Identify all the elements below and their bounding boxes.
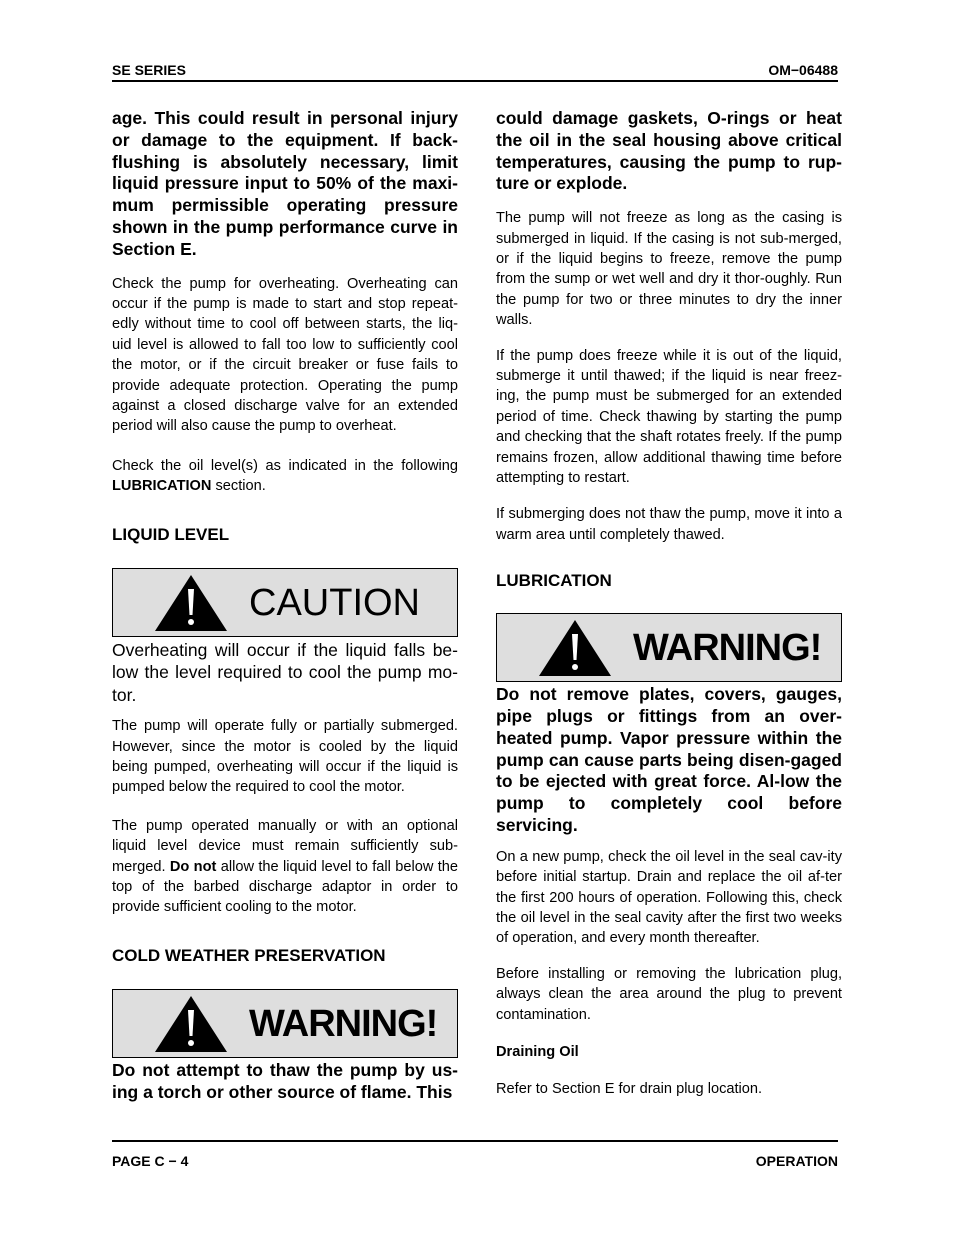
left-column (112, 108, 458, 1103)
right-column (496, 108, 842, 1100)
page-number: PAGE C − 4 (112, 1153, 189, 1169)
oil-level-paragraph: Check the oil level(s) as indicated in the following LUBRICATION section. (112, 457, 458, 495)
page-footer (112, 1140, 838, 1169)
caution-word: CAUTION (249, 581, 420, 624)
manual-operation-paragraph: The pump operated manually or with an optional liquid level device must remain sufficiently sub-merged. Do not allow the liquid level to fall below the top of the barbed discharge adaptor in order to provide sufficient cooling to the motor. (112, 817, 459, 916)
page-header (112, 62, 838, 82)
freeze-warning-continuation: could damage gaskets, O-rings or heat the oil in the seal housing above critical temperatures, causing the pump to rup-ture or explode. (496, 108, 842, 194)
warning-box-left (112, 989, 458, 1058)
section-name: OPERATION (755, 1153, 838, 1169)
submerged-paragraph: The pump will operate fully or partially submerged. However, since the motor is cooled by the liquid being pumped, overheating will occur if the liquid is pumped below the required to cool the motor. (112, 718, 458, 796)
warning-box-right (496, 613, 842, 682)
warning-continuation: age. This could result in personal injury or damage to the equipment. If back-flushing is absolutely necessary, limit liquid pressure input to 50% of the maxi-mum permissible operating pressure shown in the pump performance curve in Section E. (112, 108, 458, 259)
warning-triangle-icon (537, 618, 613, 678)
caution-triangle-icon (153, 573, 229, 633)
cold-weather-heading: COLD WEATHER PRESERVATION (112, 945, 386, 965)
freeze-paragraph: The pump will not freeze as long as the casing is submerged in liquid. If the casing is not sub-merged, or if the liquid begins to freeze, remove the pump from the sump or wet well and dry it thor-oughly. Run the pump for two or three minutes to dry the inner walls. (496, 210, 842, 329)
warm-area-paragraph: If submerging does not thaw the pump, move it into a warm area until completely thawed. (496, 506, 842, 543)
thaw-warning-text: Do not attempt to thaw the pump by us-ing a torch or other source of flame. This (112, 1059, 458, 1102)
lubrication-heading: LUBRICATION (496, 571, 612, 591)
overheated-pump-warning-text: Do not remove plates, covers, gauges, pipe plugs or fittings from an over-heated pump. Vapor pressure within the pump can cause parts being disen-gaged to be ejected with great force. Al-low the pump to completely cool before servicing. (496, 684, 842, 836)
draining-oil-heading: Draining Oil (496, 1044, 579, 1061)
new-pump-oil-paragraph: On a new pump, check the oil level in the seal cav-ity before initial startup. Drain and replace the oil af-ter the first 200 hours of operation. Following this, check the oil level in the seal cavity after the first two weeks of operation, and every month thereafter. (496, 848, 842, 947)
warning-triangle-icon (153, 994, 229, 1054)
lubrication-ref: LUBRICATION (112, 478, 212, 495)
header-doc-number: OM−06488 (768, 62, 838, 78)
warning-word: WARNING! (633, 627, 822, 670)
drain-plug-paragraph: Refer to Section E for drain plug location. (496, 1081, 763, 1098)
caution-text: Overheating will occur if the liquid falls be-low the level required to cool the pump mo-tor. (112, 639, 458, 705)
warning-word: WARNING! (249, 1002, 438, 1045)
overheating-paragraph: Check the pump for overheating. Overheating can occur if the pump is made to start and stop repeat-edly without time to cool off between starts, the liq-uid level is allowed to fall too low to sufficiently cool the motor, or if the circuit breaker or fuse fails to provide adequate protection. Operating the pump against a closed discharge valve for an extended period will also cause the pump to overheat. (112, 275, 458, 435)
lubrication-plug-paragraph: Before installing or removing the lubrication plug, always clean the area around the plug to prevent contamination. (496, 965, 842, 1023)
liquid-level-heading: LIQUID LEVEL (112, 524, 230, 544)
thaw-paragraph: If the pump does freeze while it is out of the liquid, submerge it until thawed; if the liquid is near freez-ing, the pump must be submerged for an extended period of time. Check thawing by starting the pump and checking that the shaft rotates freely. If the pump remains frozen, allow additional thawing time before attempting to restart. (496, 347, 842, 487)
header-series: SE SERIES (112, 62, 186, 78)
caution-box (112, 568, 458, 637)
